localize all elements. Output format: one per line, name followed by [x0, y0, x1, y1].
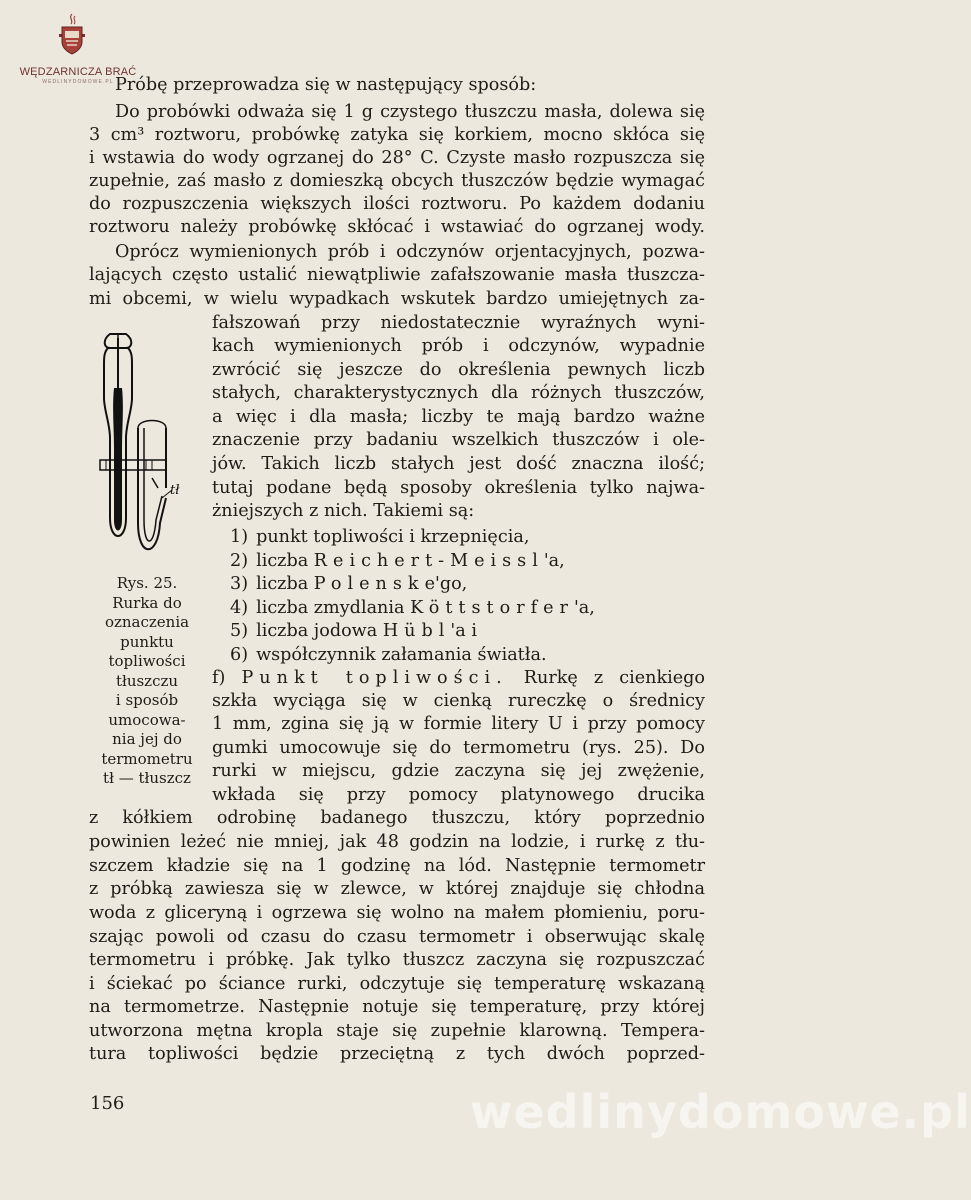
list-item-text: punkt topliwości i krzepnięcia,	[256, 527, 530, 547]
list-item-number: 1)	[230, 527, 249, 547]
text-line: na termometrze. Następnie notuje się temperaturę, przy której	[89, 997, 705, 1017]
text-line: 1 mm, zgina się ją w formie litery U i przy pomocy	[212, 714, 705, 734]
caption-line: Rurka do	[112, 593, 182, 612]
section-number: f)	[212, 668, 226, 688]
section-text: Rurkę z cienkiego	[523, 668, 706, 688]
caption-line: oznaczenia	[104, 613, 190, 631]
text-line: woda z gliceryną i ogrzewa się wolno na małem płomieniu, poru-	[89, 903, 705, 923]
text-line: utworzona mętna kropla staje się zupełnie klarowną. Tempera-	[89, 1021, 705, 1041]
text-line: wkłada się przy pomocy platynowego drucika	[212, 785, 705, 805]
text-line: Oprócz wymienionych prób i odczynów orjentacyjnych, pozwa-	[115, 242, 705, 262]
brand-subtitle: WEDLINYDOMOWE.PL	[42, 79, 114, 85]
thermometer-figure	[96, 328, 192, 568]
list-item-number: 5)	[230, 621, 249, 641]
list-item-name: Polensk	[313, 574, 425, 594]
text-line: rurki w miejscu, gdzie zaczyna się jej zwężenie,	[212, 761, 705, 781]
text-line: stałych, charakterystycznych dla różnych tłuszczów,	[212, 383, 705, 403]
caption-line: termometru	[101, 749, 193, 768]
text-line: szkła wyciąga się w cienką rureczkę o średnicy	[212, 691, 705, 711]
caption-line: Rys. 25.	[116, 574, 178, 592]
list-item-text: liczba zmydlania	[256, 597, 411, 618]
caption-line: tł — tłuszcz	[103, 769, 191, 787]
caption-line: tłuszczu	[115, 671, 179, 690]
caption-line: i sposób	[115, 691, 179, 709]
text-line: lających często ustalić niewątpliwie zafałszowanie masła tłuszcza-	[89, 265, 705, 285]
caption-line: nia jej do	[112, 730, 182, 748]
text-line: Do probówki odważa się 1 g czystego tłuszczu masła, dolewa się	[115, 102, 705, 122]
list-item-name: Köttstorfer	[410, 597, 574, 618]
text-line: fałszowań przy niedostatecznie wyraźnych wyni-	[212, 313, 705, 333]
list-item-number: 3)	[230, 574, 249, 594]
section-heading-line	[212, 667, 705, 690]
list-item-name: Hübl	[382, 621, 451, 641]
caption-line: umocowa-	[108, 710, 186, 729]
list-item-text: liczba	[256, 550, 314, 571]
caption-line: topliwości	[108, 652, 186, 670]
section-heading: Punkt topliwości.	[241, 668, 508, 688]
text-line: gumki umocowuje się do termometru (rys. 25). Do	[212, 738, 705, 758]
brand-logo-icon	[54, 12, 90, 60]
list-item-suffix: e'go,	[424, 574, 468, 594]
list-item-text: liczba jodowa	[256, 621, 383, 641]
text-line: znaczenie przy badaniu wszelkich tłuszczów i ole-	[212, 430, 705, 450]
text-line: roztworu należy probówkę skłócać i wstawiać do ogrzanej wody.	[89, 217, 705, 237]
watermark: wedlinydomowe.pl	[470, 1085, 971, 1139]
text-line: a więc i dla masła; liczby te mają bardzo ważne	[212, 407, 705, 427]
page-number: 156	[90, 1093, 125, 1114]
list-item-suffix: 'a i	[450, 621, 477, 641]
brand-name: WĘDZARNICZA BRAĆ	[19, 66, 137, 78]
list-item	[230, 597, 595, 620]
text-line: z próbką zawiesza się w zlewce, w której znajduje się chłodna	[89, 879, 705, 899]
list-item-name: Reichert-Meissl	[313, 550, 544, 571]
text-line: do rozpuszczenia większych ilości roztworu. Po każdem dodaniu	[89, 194, 705, 214]
list-item	[230, 550, 565, 573]
text-line: tutaj podane będą sposoby określenia tylko najwa-	[212, 478, 705, 498]
list-item-number: 4)	[230, 597, 249, 618]
figure-label: tł	[170, 483, 180, 498]
text-line: mi obcemi, w wielu wypadkach wskutek bardzo umiejętnych za-	[89, 289, 705, 309]
text-line: szczem kładzie się na 1 godzinę na lód. Następnie termometr	[89, 856, 705, 876]
text-line: powinien leżeć nie mniej, jak 48 godzin na lodzie, i rurkę z tłu-	[89, 832, 705, 852]
text-line: i wstawia do wody ogrzanej do 28° C. Czyste masło rozpuszcza się	[89, 148, 705, 168]
text-line: zwrócić się jeszcze do określenia pewnych liczb	[212, 360, 705, 380]
list-item-text: współczynnik załamania światła.	[256, 644, 547, 665]
list-item-number: 6)	[230, 644, 249, 665]
list-item-number: 2)	[230, 550, 249, 571]
list-item	[230, 573, 467, 596]
list-item	[230, 620, 477, 643]
text-line: żniejszych z nich. Takiemi są:	[212, 501, 475, 521]
list-item-text: liczba	[256, 574, 314, 594]
text-line: jów. Takich liczb stałych jest dość znaczna ilość;	[212, 454, 705, 474]
list-item-suffix: 'a,	[573, 597, 595, 618]
text-line: 3 cm³ roztworu, probówkę zatyka się korkiem, mocno skłóca się	[89, 125, 705, 145]
list-item	[230, 644, 547, 667]
text-line: Próbę przeprowadza się w następujący sposób:	[115, 75, 537, 95]
text-line: kach wymienionych prób i odczynów, wypadnie	[212, 336, 705, 356]
text-line: szając powoli od czasu do czasu termometr i obserwując skalę	[89, 927, 705, 947]
list-item	[230, 526, 529, 549]
text-line: i ściekać po ściance rurki, odczytuje się temperaturę wskazaną	[89, 974, 705, 994]
text-line: z kółkiem odrobinę badanego tłuszczu, który poprzednio	[89, 808, 705, 828]
text-line: zupełnie, zaś masło z domieszką obcych tłuszczów będzie wymagać	[89, 171, 705, 191]
text-line: termometru i próbkę. Jak tylko tłuszcz zaczyna się rozpuszczać	[89, 950, 705, 970]
text-line: tura topliwości będzie przeciętną z tych dwóch poprzed-	[89, 1044, 705, 1064]
caption-line: punktu	[120, 632, 174, 651]
list-item-suffix: 'a,	[543, 550, 565, 571]
